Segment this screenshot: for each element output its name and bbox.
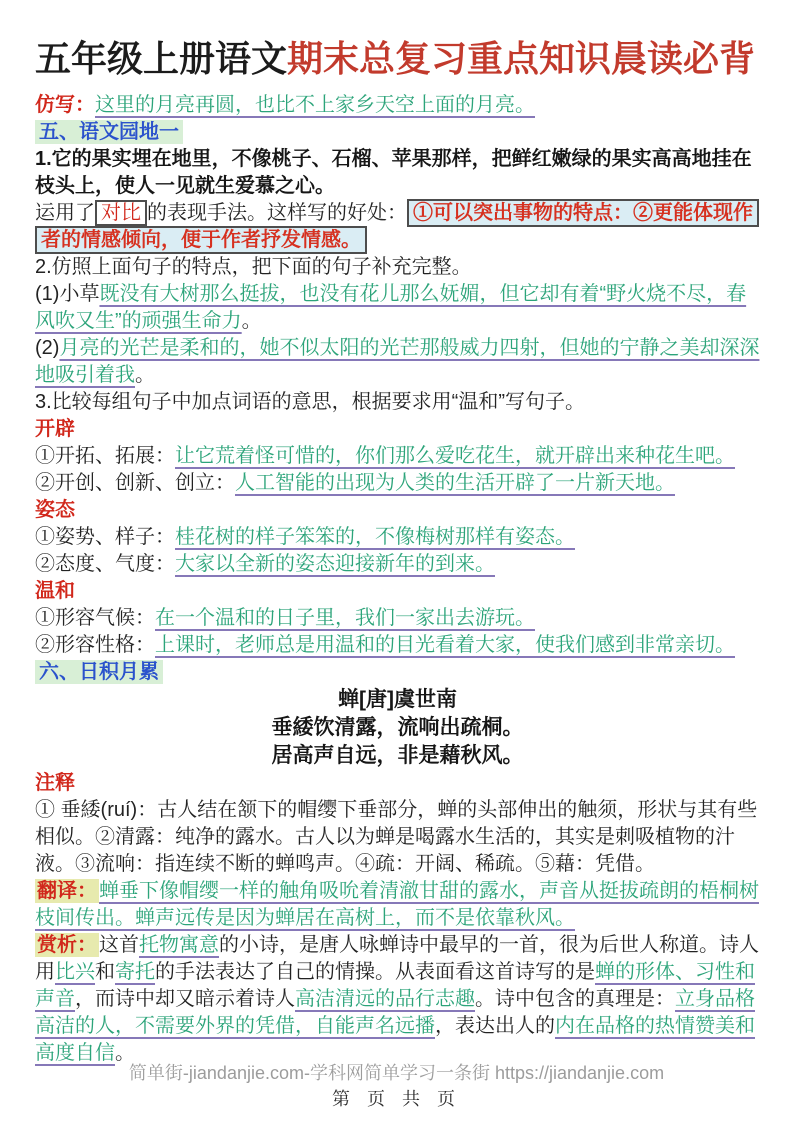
text-segment: 的表现手法。这样写的好处： xyxy=(147,202,407,225)
annotation-label xyxy=(35,770,760,797)
text-segment: 月亮的光芒是柔和的，她不似太阳的光芒那般威力四射，但她的宁静之美却深深地吸引着我 xyxy=(35,337,760,387)
text-segment: 温和 xyxy=(35,580,75,603)
text-segment: 蝉[唐]虞世南 xyxy=(338,688,457,712)
text-segment: 的手法表达了自己的情操。从表面看这首诗写的是 xyxy=(155,961,595,984)
text-segment: 让它荒着怪可惜的，你们那么爱吃花生，就开辟出来种花生吧。 xyxy=(175,445,735,468)
text-segment: ①形容气候： xyxy=(35,607,155,630)
text-segment: 翻译： xyxy=(37,880,97,903)
footer-page-number: 第 页 共 页 xyxy=(331,1089,461,1109)
section-header-six xyxy=(35,659,760,686)
text-segment: 这首 xyxy=(99,934,139,957)
text-segment: ①姿势、样子： xyxy=(35,526,175,549)
text-segment: 桂花树的样子笨笨的，不像梅树那样有姿态。 xyxy=(175,526,575,549)
text-segment: 和 xyxy=(95,961,115,984)
footer-site-url: 简单街-jiandanjie.com-学科网简单学习一条街 https://jiandanjie.com xyxy=(128,1063,665,1083)
text-segment: 3.比较每组句子中加点词语的意思，根据要求用“温和”写句子。 xyxy=(35,391,585,414)
text-segment: ，表达出人的 xyxy=(435,1015,555,1038)
text-segment: 蝉的形体、习性和声音 xyxy=(35,961,755,1011)
text-segment: ① 垂緌(ruí)：古人结在颔下的帽缨下垂部分，蝉的头部伸出的触须，形状与其有些相似。②清露：纯净的露水。古人以为蝉是喝露水生活的，其实是刺吸植物的汁液。③流响：指连续不断的蝉鸣声。④疏：开阔、稀疏。⑤藉：凭借。 xyxy=(35,799,758,876)
text-segment: ，而诗中却又暗示着诗人 xyxy=(75,988,295,1011)
text-segment: 蝉垂下像帽缨一样的触角吸吮着清澈甘甜的露水，声音从挺拔疏朗的梧桐树枝间传出。蝉声远传是因为蝉居在高树上，而不是依靠秋风。 xyxy=(35,880,759,930)
text-segment: 1.它的果实埋在地里，不像桃子、石榴、苹果那样，把鲜红嫩绿的果实高高地挂在枝头上，使人一见就生爱慕之心。 xyxy=(35,148,752,198)
poem-line-1 xyxy=(35,714,760,742)
text-segment: ②形容性格： xyxy=(35,634,155,657)
text-segment: 居高声自远，非是藉秋风。 xyxy=(271,744,524,768)
word-zitai-sense-1 xyxy=(35,524,760,551)
text-segment: 。 xyxy=(115,1042,135,1065)
text-segment: 。 xyxy=(135,364,155,387)
text-segment: 这里的月亮再圆，也比不上家乡天空上面的月亮。 xyxy=(95,94,535,117)
text-segment: ①可以突出事物的特点：②更能体现作者的情感倾向，便于作者抒发情感。 xyxy=(35,199,759,254)
text-segment: 上课时，老师总是用温和的目光看着大家，使我们感到非常亲切。 xyxy=(155,634,735,657)
text-segment: (1)小草 xyxy=(35,283,100,306)
exercise-1-quote xyxy=(35,146,760,200)
page-footer xyxy=(0,1060,793,1112)
word-kaipi-label xyxy=(35,416,760,443)
text-segment: 。 xyxy=(241,310,262,333)
word-wenhe-label xyxy=(35,578,760,605)
text-segment: 内在品格的热情赞美和高度自信 xyxy=(35,1015,755,1065)
text-segment: ②开创、创新、创立： xyxy=(35,472,235,495)
word-kaipi-sense-1 xyxy=(35,443,760,470)
page-title xyxy=(35,34,760,84)
text-segment: 注释 xyxy=(35,772,75,795)
text-segment: 高洁清远的品行志趣 xyxy=(295,988,475,1011)
text-segment: ②态度、气度： xyxy=(35,553,175,576)
text-segment: 比兴 xyxy=(55,961,95,984)
text-segment: 寄托 xyxy=(115,961,155,984)
page-title-black: 五年级上册语文 xyxy=(35,38,288,79)
poem-title xyxy=(35,686,760,714)
word-zitai-sense-2 xyxy=(35,551,760,578)
text-segment: 的小诗，是唐人咏蝉诗中最早的一首，很为后世人称道。诗人用 xyxy=(35,934,759,984)
text-segment: 。诗中包含的真理是： xyxy=(475,988,675,1011)
exercise-1-analysis xyxy=(35,200,760,254)
annotation-body xyxy=(35,797,760,878)
text-segment: 人工智能的出现为人类的生活开辟了一片新天地。 xyxy=(235,472,675,495)
text-segment: 仿写： xyxy=(35,94,95,117)
word-zitai-label xyxy=(35,497,760,524)
word-kaipi-sense-2 xyxy=(35,470,760,497)
text-segment: 开辟 xyxy=(35,418,75,441)
text-segment: 运用了 xyxy=(35,202,95,225)
text-segment: 姿态 xyxy=(35,499,75,522)
exercise-2-prompt xyxy=(35,254,760,281)
appreciation-line xyxy=(35,932,760,1067)
translation-line xyxy=(35,878,760,932)
section-header-five xyxy=(35,119,760,146)
poem-line-2 xyxy=(35,742,760,770)
mimic-writing-line xyxy=(35,92,760,119)
text-segment: 在一个温和的日子里，我们一家出去游玩。 xyxy=(155,607,535,630)
exercise-2-answer-2 xyxy=(35,335,760,389)
page-title-red: 期末总复习重点知识晨读必背 xyxy=(287,38,756,79)
text-segment: 立身品格高洁的人，不需要外界的凭借，自能声名远播 xyxy=(35,988,755,1038)
text-segment: ①开拓、拓展： xyxy=(35,445,175,468)
exercise-2-answer-1 xyxy=(35,281,760,335)
document-body xyxy=(35,92,760,1067)
word-wenhe-sense-2 xyxy=(35,632,760,659)
text-segment: 五、语文园地一 xyxy=(35,120,183,144)
text-segment: 2.仿照上面句子的特点，把下面的句子补充完整。 xyxy=(35,256,472,279)
text-segment: 对比 xyxy=(95,200,147,226)
text-segment: 既没有大树那么挺拔，也没有花儿那么妩媚，但它却有着“野火烧不尽，春风吹又生”的顽强生命力 xyxy=(35,283,747,333)
text-segment: 垂緌饮清露，流响出疏桐。 xyxy=(271,716,524,740)
text-segment: (2) xyxy=(35,337,60,360)
text-segment: 大家以全新的姿态迎接新年的到来。 xyxy=(175,553,495,576)
exercise-3-prompt xyxy=(35,389,760,416)
text-segment: 赏析： xyxy=(37,934,97,957)
word-wenhe-sense-1 xyxy=(35,605,760,632)
text-segment: 托物寓意 xyxy=(139,934,219,957)
text-segment: 六、日积月累 xyxy=(35,660,163,684)
